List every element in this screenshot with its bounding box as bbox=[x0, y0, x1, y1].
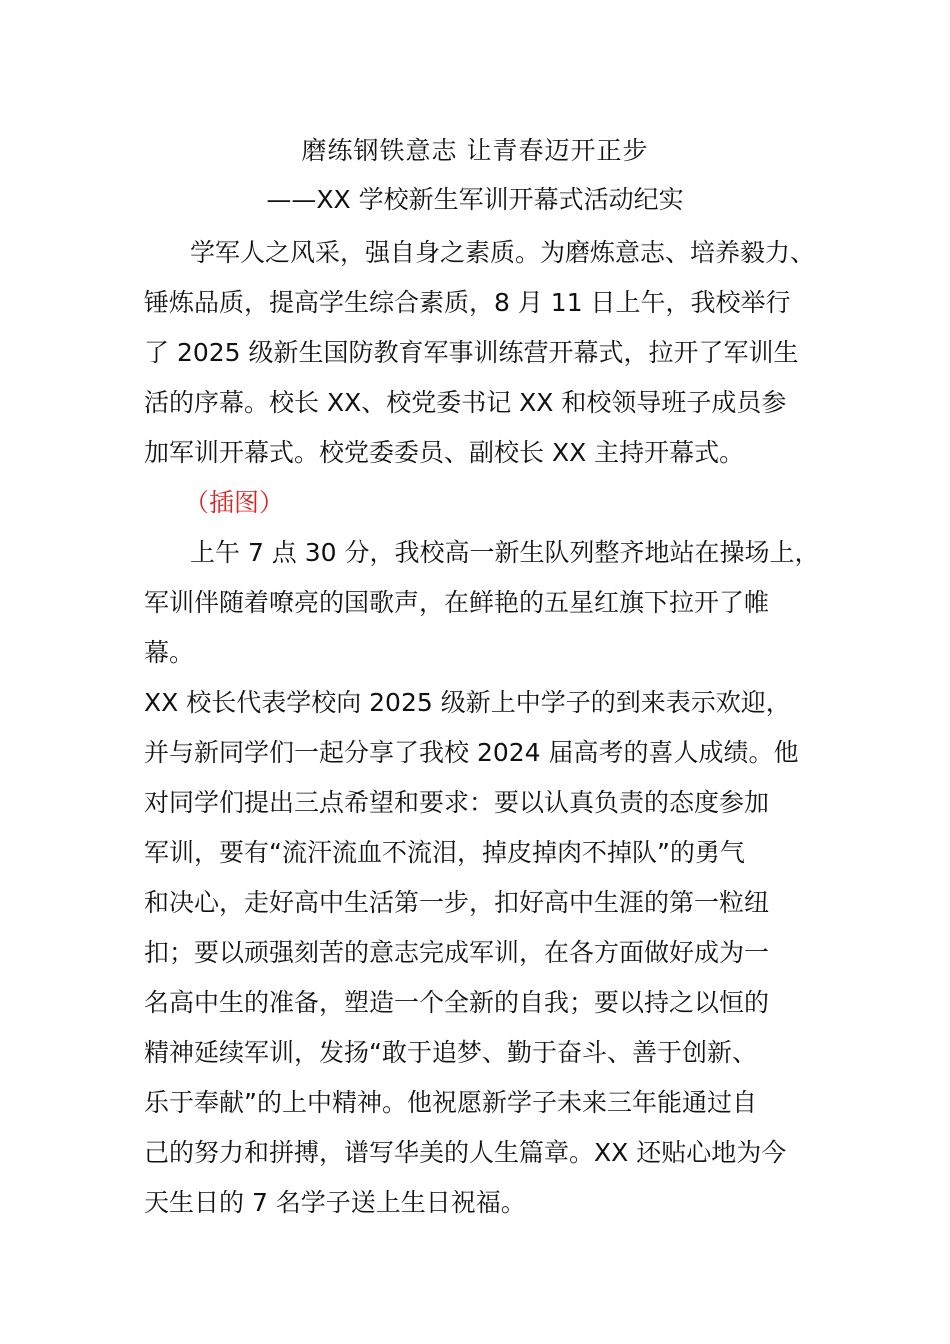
paragraph-line: 学军人之风采，强自身之素质。为磨炼意志、培养毅力、 bbox=[190, 238, 816, 267]
paragraph-line: 名高中生的准备，塑造一个全新的自我；要以持之以恒的 bbox=[144, 988, 770, 1017]
paragraph-line: 幕。 bbox=[144, 638, 195, 667]
paragraph-line: 天生日的 7 名学子送上生日祝福。 bbox=[144, 1188, 526, 1217]
paragraph-line: 乐于奉献”的上中精神。他祝愿新学子未来三年能通过自 bbox=[144, 1088, 757, 1117]
paragraph-line: 并与新同学们一起分享了我校 2024 届高考的喜人成绩。他 bbox=[144, 738, 799, 767]
paragraph-opening bbox=[144, 228, 834, 478]
paragraph-speech bbox=[144, 678, 834, 1228]
paragraph-line: 加军训开幕式。校党委委员、副校长 XX 主持开幕式。 bbox=[144, 438, 745, 467]
paragraph-line: 军训，要有“流汗流血不流泪，掉皮掉肉不掉队”的勇气 bbox=[144, 838, 745, 867]
paragraph-line: 和决心，走好高中生活第一步，扣好高中生涯的第一粒纽 bbox=[144, 888, 770, 917]
paragraph-line: 活的序幕。校长 XX、校党委书记 XX 和校领导班子成员参 bbox=[144, 388, 787, 417]
paragraph-line: 己的努力和拼搏，谱写华美的人生篇章。XX 还贴心地为今 bbox=[144, 1138, 787, 1167]
paragraph-line: 对同学们提出三点希望和要求：要以认真负责的态度参加 bbox=[144, 788, 770, 817]
paragraph-line: 扣；要以顽强刻苦的意志完成军训，在各方面做好成为一 bbox=[144, 938, 770, 967]
paragraph-line: 锤炼品质，提高学生综合素质，8 月 11 日上午，我校举行 bbox=[144, 288, 791, 317]
illustration-note: （插图） bbox=[184, 488, 285, 517]
paragraph-ceremony bbox=[144, 528, 834, 678]
paragraph-line: 上午 7 点 30 分，我校高一新生队列整齐地站在操场上， bbox=[190, 538, 820, 567]
document-subtitle: ——XX 学校新生军训开幕式活动纪实 bbox=[266, 185, 684, 214]
document-title: 磨练钢铁意志 让青春迈开正步 bbox=[301, 136, 649, 165]
document-body bbox=[144, 228, 834, 1228]
paragraph-line: 了 2025 级新生国防教育军事训练营开幕式，拉开了军训生 bbox=[144, 338, 799, 367]
paragraph-line: 军训伴随着嘹亮的国歌声，在鲜艳的五星红旗下拉开了帷 bbox=[144, 588, 770, 617]
paragraph-line: XX 校长代表学校向 2025 级新上中学子的到来表示欢迎， bbox=[144, 688, 791, 717]
paragraph-line: 精神延续军训，发扬“敢于追梦、勤于奋斗、善于创新、 bbox=[144, 1038, 757, 1067]
